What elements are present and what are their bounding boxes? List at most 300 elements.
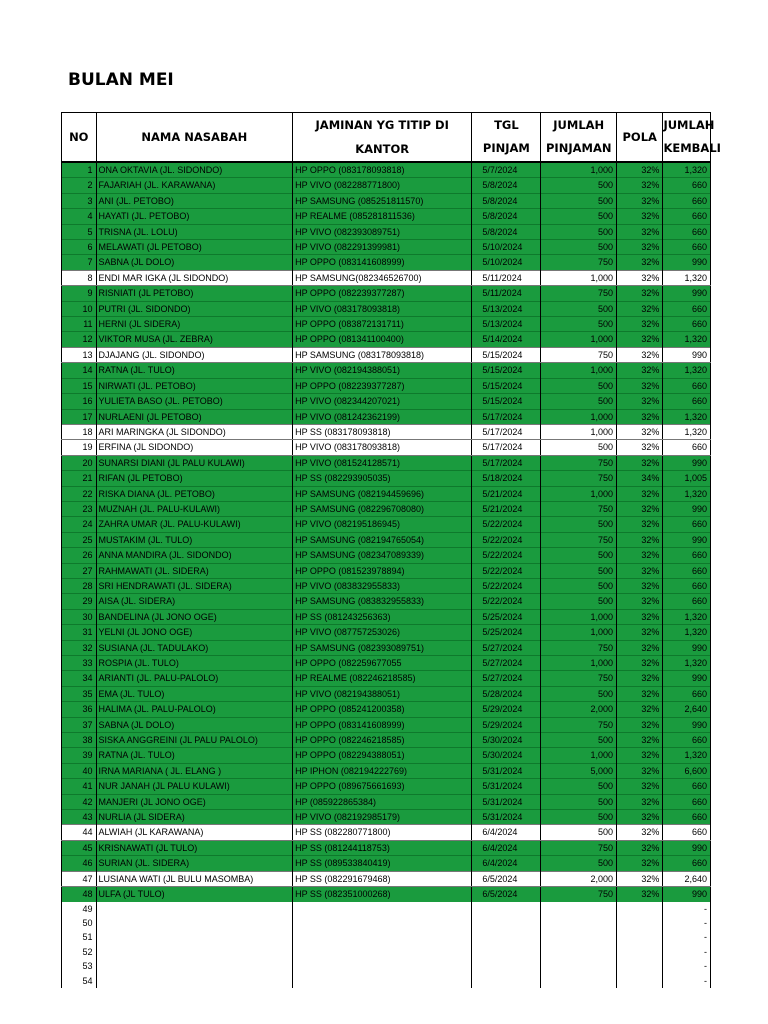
cell-pola: 32% xyxy=(617,347,663,362)
cell-tgl-pinjam: 5/31/2024 xyxy=(472,810,541,825)
cell-jaminan: HP OPPO (082246218585) xyxy=(293,733,472,748)
cell-nama-nasabah: NURLIA (JL SIDERA) xyxy=(96,810,293,825)
cell-pola: 32% xyxy=(617,532,663,547)
cell-jumlah-kembali: 660 xyxy=(663,224,711,239)
cell-pola: 32% xyxy=(617,440,663,455)
cell-no: 19 xyxy=(62,440,97,455)
cell-nama-nasabah: SUNARSI DIANI (JL PALU KULAWI) xyxy=(96,455,293,470)
cell-jaminan: HP VIVO (087757253026) xyxy=(293,625,472,640)
cell-tgl-pinjam: 5/15/2024 xyxy=(472,378,541,393)
cell-no: 45 xyxy=(62,840,97,855)
cell-jumlah-kembali: 660 xyxy=(663,301,711,316)
table-row xyxy=(62,532,711,547)
cell-jumlah-kembali: 990 xyxy=(663,840,711,855)
cell-pola: 32% xyxy=(617,162,663,178)
cell-pola: 32% xyxy=(617,178,663,193)
cell-jumlah-kembali: 990 xyxy=(663,286,711,301)
cell-jumlah-pinjaman: 500 xyxy=(541,779,617,794)
cell-jumlah-pinjaman: 500 xyxy=(541,193,617,208)
table-row xyxy=(62,656,711,671)
cell-no: 43 xyxy=(62,810,97,825)
cell-tgl-pinjam xyxy=(472,945,541,959)
cell-nama-nasabah: NURLAENI (JL PETOBO) xyxy=(96,409,293,424)
cell-tgl-pinjam: 5/31/2024 xyxy=(472,794,541,809)
cell-tgl-pinjam: 5/8/2024 xyxy=(472,224,541,239)
cell-no: 31 xyxy=(62,625,97,640)
cell-no: 16 xyxy=(62,394,97,409)
table-row xyxy=(62,224,711,239)
table-row xyxy=(62,193,711,208)
cell-tgl-pinjam: 5/8/2024 xyxy=(472,209,541,224)
cell-jumlah-kembali: 660 xyxy=(663,794,711,809)
cell-jaminan: HP SS (089533840419) xyxy=(293,856,472,871)
table-row xyxy=(62,871,711,886)
cell-jumlah-pinjaman: 500 xyxy=(541,301,617,316)
cell-tgl-pinjam: 6/5/2024 xyxy=(472,871,541,886)
cell-jumlah-pinjaman: 750 xyxy=(541,671,617,686)
cell-jumlah-pinjaman: 750 xyxy=(541,640,617,655)
cell-no: 6 xyxy=(62,240,97,255)
cell-jaminan: HP OPPO (081523978894) xyxy=(293,563,472,578)
cell-pola xyxy=(617,916,663,930)
cell-nama-nasabah: SISKA ANGGREINI (JL PALU PALOLO) xyxy=(96,733,293,748)
cell-jumlah-kembali: 660 xyxy=(663,594,711,609)
cell-jaminan: HP SS (083178093818) xyxy=(293,424,472,439)
cell-jaminan: HP SAMSUNG(082346526700) xyxy=(293,270,472,285)
table-body xyxy=(62,162,711,988)
cell-jaminan: HP VIVO (081524128571) xyxy=(293,455,472,470)
cell-tgl-pinjam: 6/5/2024 xyxy=(472,887,541,902)
cell-no: 35 xyxy=(62,686,97,701)
cell-nama-nasabah: BANDELINA (JL JONO OGE) xyxy=(96,609,293,624)
cell-pola: 34% xyxy=(617,471,663,486)
cell-jaminan: HP SS (082351000268) xyxy=(293,887,472,902)
cell-jaminan: HP VIVO (082194388051) xyxy=(293,363,472,378)
cell-jumlah-pinjaman: 500 xyxy=(541,224,617,239)
cell-jumlah-kembali: 1,320 xyxy=(663,656,711,671)
cell-pola: 32% xyxy=(617,424,663,439)
table-row xyxy=(62,563,711,578)
table-row xyxy=(62,378,711,393)
cell-jumlah-kembali: 1,320 xyxy=(663,270,711,285)
cell-no: 32 xyxy=(62,640,97,655)
header-jumlah-kembali xyxy=(663,113,721,163)
table-row xyxy=(62,945,711,959)
cell-no: 7 xyxy=(62,255,97,270)
cell-no: 52 xyxy=(62,945,97,959)
cell-pola: 32% xyxy=(617,486,663,501)
cell-no: 18 xyxy=(62,424,97,439)
cell-no: 25 xyxy=(62,532,97,547)
cell-nama-nasabah: NUR JANAH (JL PALU KULAWI) xyxy=(96,779,293,794)
cell-no: 10 xyxy=(62,301,97,316)
cell-jaminan xyxy=(293,974,472,988)
cell-tgl-pinjam: 5/27/2024 xyxy=(472,656,541,671)
cell-nama-nasabah: ARI MARINGKA (JL SIDONDO) xyxy=(96,424,293,439)
cell-nama-nasabah: RATNA (JL. TULO) xyxy=(96,748,293,763)
cell-jumlah-pinjaman xyxy=(541,945,617,959)
cell-pola: 32% xyxy=(617,717,663,732)
cell-jaminan: HP VIVO (082195186945) xyxy=(293,517,472,532)
cell-nama-nasabah: PUTRI (JL. SIDONDO) xyxy=(96,301,293,316)
cell-jaminan: HP OPPO (083178093818) xyxy=(293,162,472,178)
cell-nama-nasabah: MELAWATI (JL PETOBO) xyxy=(96,240,293,255)
cell-jumlah-kembali: 990 xyxy=(663,501,711,516)
cell-tgl-pinjam: 5/15/2024 xyxy=(472,347,541,362)
cell-jumlah-kembali: 990 xyxy=(663,455,711,470)
cell-jumlah-kembali: 1,320 xyxy=(663,486,711,501)
cell-jumlah-pinjaman: 500 xyxy=(541,825,617,840)
cell-tgl-pinjam: 5/15/2024 xyxy=(472,363,541,378)
cell-no: 36 xyxy=(62,702,97,717)
cell-nama-nasabah: ULFA (JL TULO) xyxy=(96,887,293,902)
table-row xyxy=(62,748,711,763)
cell-jumlah-pinjaman: 1,000 xyxy=(541,625,617,640)
cell-tgl-pinjam: 5/8/2024 xyxy=(472,178,541,193)
table-row xyxy=(62,455,711,470)
cell-jumlah-pinjaman: 500 xyxy=(541,209,617,224)
loan-table xyxy=(61,112,721,988)
cell-tgl-pinjam: 5/28/2024 xyxy=(472,686,541,701)
cell-nama-nasabah: HAYATI (JL. PETOBO) xyxy=(96,209,293,224)
cell-jumlah-kembali: 660 xyxy=(663,856,711,871)
cell-pola: 32% xyxy=(617,856,663,871)
table-row xyxy=(62,240,711,255)
cell-tgl-pinjam: 5/29/2024 xyxy=(472,702,541,717)
cell-nama-nasabah: ERFINA (JL SIDONDO) xyxy=(96,440,293,455)
cell-pola: 32% xyxy=(617,301,663,316)
cell-nama-nasabah: YELNI (JL JONO OGE) xyxy=(96,625,293,640)
cell-jaminan xyxy=(293,930,472,944)
cell-pola: 32% xyxy=(617,656,663,671)
cell-jaminan: HP SS (081244118753) xyxy=(293,840,472,855)
cell-pola xyxy=(617,930,663,944)
cell-nama-nasabah: EMA (JL. TULO) xyxy=(96,686,293,701)
cell-tgl-pinjam xyxy=(472,959,541,973)
cell-pola: 32% xyxy=(617,794,663,809)
cell-jumlah-pinjaman: 750 xyxy=(541,471,617,486)
table-row xyxy=(62,394,711,409)
cell-nama-nasabah: MUSTAKIM (JL. TULO) xyxy=(96,532,293,547)
cell-pola: 32% xyxy=(617,255,663,270)
cell-no: 14 xyxy=(62,363,97,378)
cell-jumlah-pinjaman: 1,000 xyxy=(541,656,617,671)
cell-tgl-pinjam: 6/4/2024 xyxy=(472,856,541,871)
cell-pola: 32% xyxy=(617,594,663,609)
cell-jaminan: HP OPPO (082259677055 xyxy=(293,656,472,671)
cell-jumlah-pinjaman: 500 xyxy=(541,794,617,809)
cell-jumlah-pinjaman: 750 xyxy=(541,455,617,470)
table-row xyxy=(62,779,711,794)
header-kembali-line2: KEMBALI xyxy=(663,141,721,155)
header-tgl-line2: PINJAM xyxy=(482,141,530,155)
cell-jumlah-pinjaman: 500 xyxy=(541,440,617,455)
table-row xyxy=(62,609,711,624)
cell-no: 51 xyxy=(62,930,97,944)
cell-pola: 32% xyxy=(617,409,663,424)
cell-nama-nasabah: YULIETA BASO (JL. PETOBO) xyxy=(96,394,293,409)
cell-pola: 32% xyxy=(617,394,663,409)
table-row xyxy=(62,930,711,944)
cell-jaminan: HP OPPO (082239377287) xyxy=(293,378,472,393)
cell-jaminan xyxy=(293,945,472,959)
cell-jumlah-pinjaman: 1,000 xyxy=(541,748,617,763)
cell-jumlah-kembali: 990 xyxy=(663,347,711,362)
cell-tgl-pinjam: 5/27/2024 xyxy=(472,671,541,686)
cell-jumlah-pinjaman: 500 xyxy=(541,548,617,563)
cell-no: 21 xyxy=(62,471,97,486)
cell-tgl-pinjam: 5/17/2024 xyxy=(472,424,541,439)
cell-nama-nasabah: VIKTOR MUSA (JL. ZEBRA) xyxy=(96,332,293,347)
cell-jumlah-pinjaman xyxy=(541,916,617,930)
cell-pola: 32% xyxy=(617,640,663,655)
cell-pola: 32% xyxy=(617,548,663,563)
cell-jumlah-kembali: 990 xyxy=(663,887,711,902)
table-row xyxy=(62,517,711,532)
cell-pola: 32% xyxy=(617,332,663,347)
table-row xyxy=(62,594,711,609)
cell-jumlah-kembali: 660 xyxy=(663,686,711,701)
cell-pola: 32% xyxy=(617,825,663,840)
cell-tgl-pinjam: 5/27/2024 xyxy=(472,640,541,655)
table-row xyxy=(62,486,711,501)
cell-jumlah-pinjaman: 750 xyxy=(541,501,617,516)
table-row xyxy=(62,856,711,871)
cell-jumlah-kembali: 660 xyxy=(663,394,711,409)
cell-no: 44 xyxy=(62,825,97,840)
cell-nama-nasabah: SUSIANA (JL. TADULAKO) xyxy=(96,640,293,655)
cell-no: 47 xyxy=(62,871,97,886)
cell-tgl-pinjam: 5/31/2024 xyxy=(472,763,541,778)
cell-jaminan: HP OPPO (083872131711) xyxy=(293,317,472,332)
cell-jumlah-kembali: - xyxy=(663,959,711,973)
cell-tgl-pinjam: 5/25/2024 xyxy=(472,609,541,624)
cell-no: 37 xyxy=(62,717,97,732)
cell-jaminan: HP IPHON (082194222769) xyxy=(293,763,472,778)
cell-no: 8 xyxy=(62,270,97,285)
cell-nama-nasabah: ONA OKTAVIA (JL. SIDONDO) xyxy=(96,162,293,178)
cell-jumlah-pinjaman: 500 xyxy=(541,578,617,593)
cell-jumlah-kembali: 1,320 xyxy=(663,424,711,439)
cell-jumlah-kembali: 2,640 xyxy=(663,871,711,886)
cell-jumlah-kembali: 1,005 xyxy=(663,471,711,486)
cell-nama-nasabah: AISA (JL. SIDERA) xyxy=(96,594,293,609)
cell-nama-nasabah: SABNA (JL DOLO) xyxy=(96,255,293,270)
cell-no: 24 xyxy=(62,517,97,532)
cell-jaminan: HP VIVO (083178093818) xyxy=(293,440,472,455)
table-row xyxy=(62,825,711,840)
cell-no: 15 xyxy=(62,378,97,393)
cell-pola: 32% xyxy=(617,763,663,778)
cell-jumlah-kembali: 1,320 xyxy=(663,363,711,378)
cell-nama-nasabah: RAHMAWATI (JL. SIDERA) xyxy=(96,563,293,578)
table-row xyxy=(62,548,711,563)
cell-jumlah-kembali: 660 xyxy=(663,733,711,748)
cell-pola: 32% xyxy=(617,578,663,593)
cell-jaminan xyxy=(293,916,472,930)
cell-nama-nasabah: ALWIAH (JL KARAWANA) xyxy=(96,825,293,840)
cell-no: 39 xyxy=(62,748,97,763)
cell-jumlah-pinjaman: 750 xyxy=(541,717,617,732)
cell-jaminan: HP OPPO (083141608999) xyxy=(293,717,472,732)
cell-jaminan: HP OPPO (085241200358) xyxy=(293,702,472,717)
cell-jumlah-kembali: 2,640 xyxy=(663,702,711,717)
cell-jumlah-kembali: 1,320 xyxy=(663,625,711,640)
cell-tgl-pinjam: 5/11/2024 xyxy=(472,286,541,301)
cell-nama-nasabah: HERNI (JL SIDERA) xyxy=(96,317,293,332)
cell-jumlah-pinjaman: 500 xyxy=(541,856,617,871)
cell-jaminan: HP REALME (082246218585) xyxy=(293,671,472,686)
cell-jumlah-kembali: 1,320 xyxy=(663,162,711,178)
cell-nama-nasabah: HALIMA (JL. PALU-PALOLO) xyxy=(96,702,293,717)
cell-nama-nasabah: SURIAN (JL. SIDERA) xyxy=(96,856,293,871)
cell-jaminan: HP VIVO (082194388051) xyxy=(293,686,472,701)
cell-jumlah-pinjaman: 1,000 xyxy=(541,332,617,347)
cell-nama-nasabah: ANI (JL. PETOBO) xyxy=(96,193,293,208)
table-row xyxy=(62,794,711,809)
cell-pola: 32% xyxy=(617,501,663,516)
cell-no: 9 xyxy=(62,286,97,301)
cell-jumlah-kembali: - xyxy=(663,974,711,988)
cell-tgl-pinjam: 5/13/2024 xyxy=(472,317,541,332)
cell-jumlah-pinjaman: 500 xyxy=(541,317,617,332)
cell-jumlah-kembali: 990 xyxy=(663,532,711,547)
table-row xyxy=(62,887,711,902)
cell-jumlah-kembali: 660 xyxy=(663,209,711,224)
cell-jumlah-kembali: 6,600 xyxy=(663,763,711,778)
table-row xyxy=(62,270,711,285)
table-row xyxy=(62,440,711,455)
cell-nama-nasabah xyxy=(96,916,293,930)
cell-pola: 32% xyxy=(617,686,663,701)
cell-no: 5 xyxy=(62,224,97,239)
cell-jaminan xyxy=(293,902,472,916)
cell-no: 12 xyxy=(62,332,97,347)
cell-tgl-pinjam: 5/8/2024 xyxy=(472,193,541,208)
cell-pola: 32% xyxy=(617,840,663,855)
cell-tgl-pinjam: 5/29/2024 xyxy=(472,717,541,732)
table-row xyxy=(62,763,711,778)
cell-jumlah-kembali: 660 xyxy=(663,548,711,563)
cell-no: 29 xyxy=(62,594,97,609)
cell-tgl-pinjam: 6/4/2024 xyxy=(472,840,541,855)
cell-no: 4 xyxy=(62,209,97,224)
cell-jumlah-pinjaman: 500 xyxy=(541,563,617,578)
cell-jumlah-pinjaman: 1,000 xyxy=(541,424,617,439)
cell-nama-nasabah xyxy=(96,902,293,916)
table-row xyxy=(62,717,711,732)
cell-pola: 32% xyxy=(617,779,663,794)
cell-jumlah-kembali: 660 xyxy=(663,810,711,825)
cell-jaminan: HP REALME (085281811536) xyxy=(293,209,472,224)
cell-jaminan: HP OPPO (081341100400) xyxy=(293,332,472,347)
cell-jaminan: HP SAMSUNG (082194765054) xyxy=(293,532,472,547)
table-row xyxy=(62,733,711,748)
cell-jumlah-kembali: 660 xyxy=(663,578,711,593)
cell-nama-nasabah: KRISNAWATI (JL TULO) xyxy=(96,840,293,855)
cell-pola xyxy=(617,974,663,988)
cell-jumlah-kembali: 1,320 xyxy=(663,748,711,763)
cell-jaminan: HP SAMSUNG (083832955833) xyxy=(293,594,472,609)
cell-jumlah-pinjaman: 5,000 xyxy=(541,763,617,778)
cell-no: 53 xyxy=(62,959,97,973)
cell-jumlah-kembali: 1,320 xyxy=(663,409,711,424)
cell-jumlah-kembali: 660 xyxy=(663,779,711,794)
cell-jumlah-pinjaman: 500 xyxy=(541,810,617,825)
cell-tgl-pinjam: 5/22/2024 xyxy=(472,563,541,578)
cell-jumlah-pinjaman xyxy=(541,959,617,973)
cell-tgl-pinjam: 5/31/2024 xyxy=(472,779,541,794)
cell-tgl-pinjam: 5/17/2024 xyxy=(472,455,541,470)
table-header xyxy=(62,113,721,163)
cell-jumlah-pinjaman: 500 xyxy=(541,378,617,393)
cell-jumlah-pinjaman: 500 xyxy=(541,517,617,532)
cell-no: 42 xyxy=(62,794,97,809)
cell-jumlah-pinjaman: 1,000 xyxy=(541,609,617,624)
cell-tgl-pinjam: 5/21/2024 xyxy=(472,501,541,516)
cell-no: 34 xyxy=(62,671,97,686)
table-row xyxy=(62,471,711,486)
cell-jumlah-pinjaman: 2,000 xyxy=(541,702,617,717)
cell-pola xyxy=(617,959,663,973)
cell-jaminan: HP VIVO (081242362199) xyxy=(293,409,472,424)
cell-tgl-pinjam xyxy=(472,974,541,988)
cell-no: 17 xyxy=(62,409,97,424)
cell-jumlah-kembali: - xyxy=(663,916,711,930)
cell-nama-nasabah: ENDI MAR IGKA (JL SIDONDO) xyxy=(96,270,293,285)
cell-jumlah-pinjaman: 2,000 xyxy=(541,871,617,886)
cell-tgl-pinjam: 5/10/2024 xyxy=(472,240,541,255)
table-row xyxy=(62,162,711,178)
cell-nama-nasabah: ANNA MANDIRA (JL. SIDONDO) xyxy=(96,548,293,563)
cell-nama-nasabah: SRI HENDRAWATI (JL. SIDERA) xyxy=(96,578,293,593)
header-tgl-pinjam xyxy=(472,113,541,163)
cell-pola: 32% xyxy=(617,378,663,393)
cell-pola: 32% xyxy=(617,609,663,624)
cell-jumlah-pinjaman: 750 xyxy=(541,286,617,301)
cell-jumlah-kembali: 990 xyxy=(663,717,711,732)
cell-jaminan: HP VIVO (083832955833) xyxy=(293,578,472,593)
table-row xyxy=(62,332,711,347)
cell-nama-nasabah: SABNA (JL DOLO) xyxy=(96,717,293,732)
cell-jumlah-kembali: - xyxy=(663,902,711,916)
cell-jaminan: HP VIVO (083178093818) xyxy=(293,301,472,316)
cell-pola: 32% xyxy=(617,625,663,640)
cell-no: 27 xyxy=(62,563,97,578)
cell-pola: 32% xyxy=(617,455,663,470)
table-row xyxy=(62,810,711,825)
cell-no: 2 xyxy=(62,178,97,193)
cell-jumlah-kembali: 660 xyxy=(663,440,711,455)
cell-tgl-pinjam: 5/11/2024 xyxy=(472,270,541,285)
cell-jumlah-pinjaman: 500 xyxy=(541,394,617,409)
cell-jumlah-kembali: 1,320 xyxy=(663,332,711,347)
cell-jumlah-pinjaman: 750 xyxy=(541,840,617,855)
cell-jaminan: HP OPPO (082239377287) xyxy=(293,286,472,301)
cell-no: 40 xyxy=(62,763,97,778)
table-row xyxy=(62,317,711,332)
cell-jumlah-pinjaman xyxy=(541,902,617,916)
cell-tgl-pinjam: 5/30/2024 xyxy=(472,748,541,763)
cell-pola: 32% xyxy=(617,317,663,332)
cell-jaminan: HP VIVO (082393089751) xyxy=(293,224,472,239)
cell-jaminan: HP OPPO (089675661693) xyxy=(293,779,472,794)
cell-no: 28 xyxy=(62,578,97,593)
cell-jumlah-kembali: - xyxy=(663,930,711,944)
table-row xyxy=(62,640,711,655)
page-title: BULAN MEI xyxy=(68,70,174,90)
cell-pola: 32% xyxy=(617,224,663,239)
